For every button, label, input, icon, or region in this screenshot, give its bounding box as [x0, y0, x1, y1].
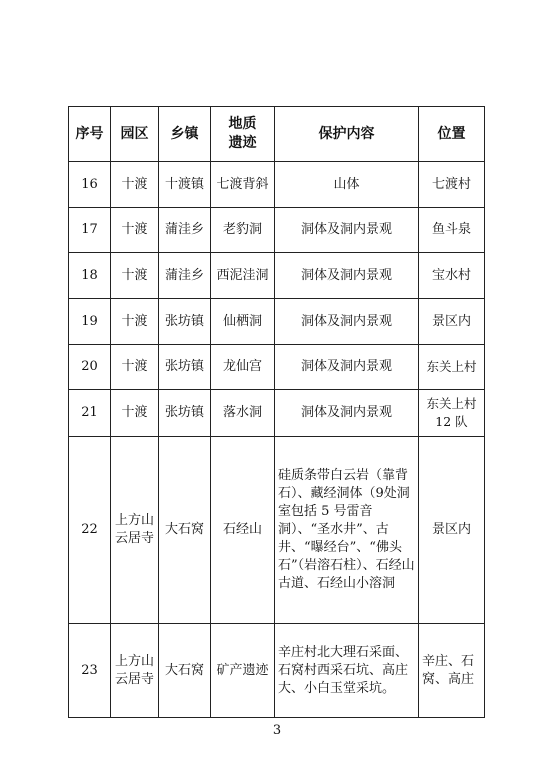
protection-table — [68, 106, 485, 718]
cell-town: 大石窝 — [159, 624, 211, 718]
cell-site: 落水洞 — [211, 390, 275, 437]
cell-no: 16 — [69, 162, 111, 208]
table-row — [69, 208, 485, 253]
header-cell-site: 地质 遗迹 — [211, 107, 275, 162]
cell-town: 蒲洼乡 — [159, 253, 211, 299]
table-row — [69, 299, 485, 345]
cell-content: 洞体及洞内景观 — [275, 299, 419, 345]
table-row — [69, 437, 485, 624]
cell-site: 老豹洞 — [211, 208, 275, 253]
cell-no: 20 — [69, 345, 111, 390]
cell-location: 七渡村 — [419, 162, 485, 208]
cell-site: 西泥洼洞 — [211, 253, 275, 299]
cell-park: 十渡 — [111, 390, 159, 437]
cell-town: 大石窝 — [159, 437, 211, 624]
cell-town: 张坊镇 — [159, 299, 211, 345]
cell-site: 龙仙宫 — [211, 345, 275, 390]
cell-content: 洞体及洞内景观 — [275, 390, 419, 437]
table-row — [69, 390, 485, 437]
cell-park: 十渡 — [111, 162, 159, 208]
cell-park: 十渡 — [111, 253, 159, 299]
table-row — [69, 345, 485, 390]
table-row — [69, 253, 485, 299]
cell-location: 宝水村 — [419, 253, 485, 299]
header-cell-no: 序号 — [69, 107, 111, 162]
cell-site: 七渡背斜 — [211, 162, 275, 208]
cell-location: 辛庄、石窝、高庄 — [419, 624, 485, 718]
cell-town: 十渡镇 — [159, 162, 211, 208]
cell-site: 石经山 — [211, 437, 275, 624]
cell-content: 洞体及洞内景观 — [275, 345, 419, 390]
cell-location: 景区内 — [419, 437, 485, 624]
header-cell-town: 乡镇 — [159, 107, 211, 162]
table-row — [69, 624, 485, 718]
cell-location: 东关上村 12 队 — [419, 390, 485, 437]
cell-content: 洞体及洞内景观 — [275, 253, 419, 299]
cell-site: 仙栖洞 — [211, 299, 275, 345]
cell-content: 辛庄村北大理石采面、石窝村西采石坑、高庄大、小白玉堂采坑。 — [275, 624, 419, 718]
cell-content: 山体 — [275, 162, 419, 208]
cell-park: 上方山 云居寺 — [111, 624, 159, 718]
cell-no: 19 — [69, 299, 111, 345]
cell-content: 洞体及洞内景观 — [275, 208, 419, 253]
cell-location: 鱼斗泉 — [419, 208, 485, 253]
cell-park: 上方山 云居寺 — [111, 437, 159, 624]
header-cell-location: 位置 — [419, 107, 485, 162]
cell-content: 硅质条带白云岩（靠背石）、藏经洞体（9处洞室包括 5 号雷音洞）、“圣水井”、古井、“曝经台”、“佛头石”（岩溶石柱）、石经山古道、石经山小溶洞 — [275, 437, 419, 624]
header-cell-content: 保护内容 — [275, 107, 419, 162]
header-row — [69, 107, 485, 162]
cell-town: 张坊镇 — [159, 390, 211, 437]
cell-no: 21 — [69, 390, 111, 437]
cell-no: 22 — [69, 437, 111, 624]
page-number: 3 — [272, 723, 282, 738]
cell-park: 十渡 — [111, 299, 159, 345]
cell-park: 十渡 — [111, 345, 159, 390]
cell-location: 景区内 — [419, 299, 485, 345]
cell-location: 东关上村 — [419, 345, 485, 390]
cell-town: 张坊镇 — [159, 345, 211, 390]
cell-site: 矿产遗迹 — [211, 624, 275, 718]
cell-no: 18 — [69, 253, 111, 299]
header-cell-park: 园区 — [111, 107, 159, 162]
cell-town: 蒲洼乡 — [159, 208, 211, 253]
cell-park: 十渡 — [111, 208, 159, 253]
cell-no: 17 — [69, 208, 111, 253]
cell-no: 23 — [69, 624, 111, 718]
table-row — [69, 162, 485, 208]
